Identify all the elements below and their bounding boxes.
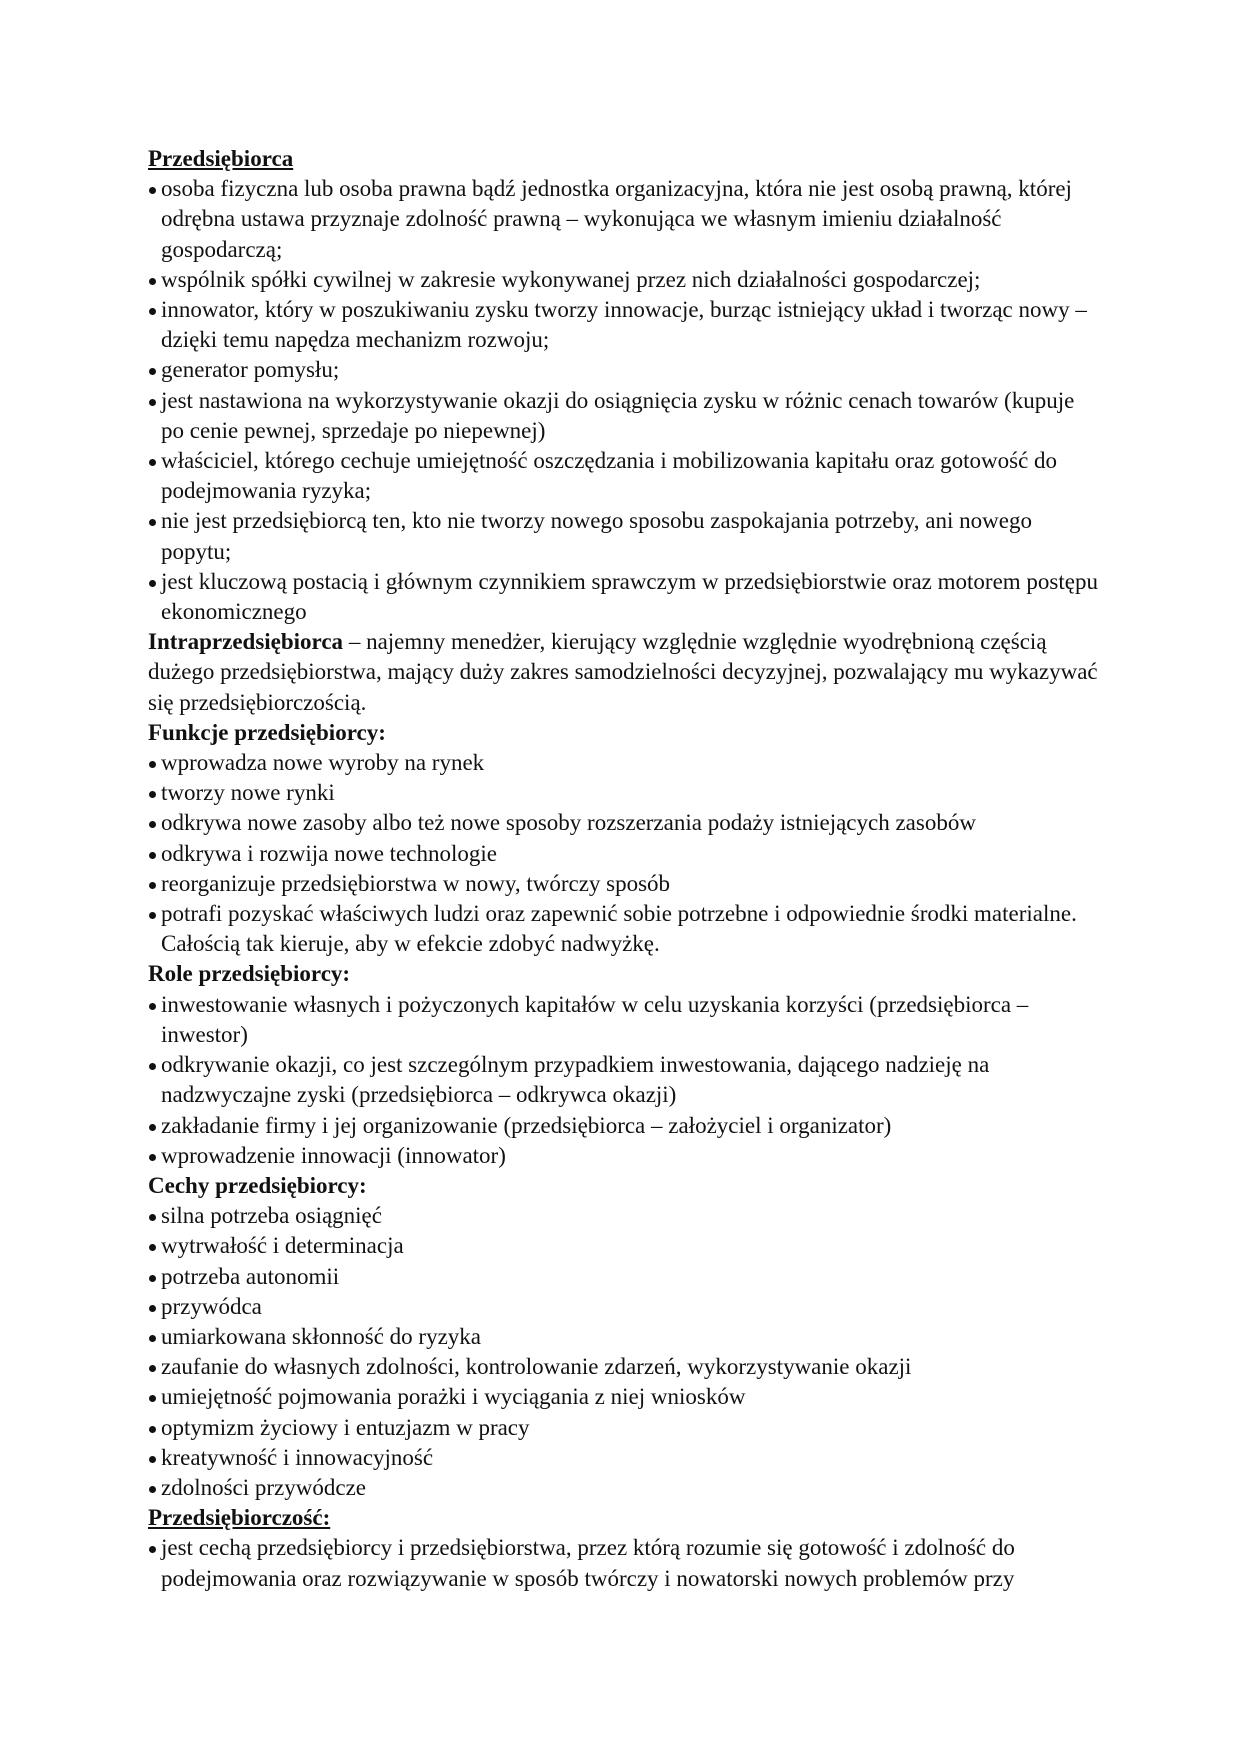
list-item: odkrywa nowe zasoby albo też nowe sposoby rozszerzania podaży istniejących zasobów	[148, 808, 1098, 838]
heading-przedsiebiorczosc: Przedsiębiorczość:	[148, 1505, 331, 1531]
list-item: odkrywa i rozwija nowe technologie	[148, 839, 1098, 869]
list-item: kreatywność i innowacyjność	[148, 1443, 1098, 1473]
heading-przedsiebiorca: Przedsiębiorca	[148, 146, 294, 171]
list-item: wprowadzenie innowacji (innowator)	[148, 1141, 1098, 1171]
list-item: nie jest przedsiębiorcą ten, kto nie tworzy nowego sposobu zaspokajania potrzeby, ani nowego popytu;	[148, 506, 1098, 566]
list-item: jest kluczową postacią i głównym czynnikiem sprawczym w przedsiębiorstwie oraz motorem postępu ekonomicznego	[148, 567, 1098, 627]
list-item: odkrywanie okazji, co jest szczególnym przypadkiem inwestowania, dającego nadzieję na nadzwyczajne zyski (przedsiębiorca – odkrywca okazji)	[148, 1050, 1098, 1110]
list-item: osoba fizyczna lub osoba prawna bądź jednostka organizacyjna, która nie jest osobą prawną, której odrębna ustawa przyznaje zdolność prawną – wykonująca we własnym imieniu działalność gospodarczą;	[148, 174, 1098, 265]
intraprzedsiebiorca-definition: – najemny menedżer, kierujący względnie względnie wyodrębnioną częścią dużego przedsiębiorstwa, mający duży zakres samodzielności decyzyjnej, pozwalający mu wykazywać się przedsiębiorczością.	[148, 629, 1098, 715]
list-item: silna potrzeba osiągnięć	[148, 1201, 1098, 1231]
heading-funkcje: Funkcje przedsiębiorcy:	[148, 719, 386, 745]
list-item: zakładanie firmy i jej organizowanie (przedsiębiorca – założyciel i organizator)	[148, 1111, 1098, 1141]
list-item: zdolności przywódcze	[148, 1473, 1098, 1503]
list-item: optymizm życiowy i entuzjazm w pracy	[148, 1413, 1098, 1443]
list-item: potrafi pozyskać właściwych ludzi oraz zapewnić sobie potrzebne i odpowiednie środki materialne. Całością tak kieruje, aby w efekcie zdobyć nadwyżkę.	[148, 899, 1098, 959]
list-item: tworzy nowe rynki	[148, 778, 1098, 808]
list-item: jest cechą przedsiębiorcy i przedsiębiorstwa, przez którą rozumie się gotowość i zdolność do podejmowania oraz rozwiązywanie w sposób twórczy i nowatorski nowych problemów przy	[148, 1533, 1098, 1593]
intraprzedsiebiorca-term: Intraprzedsiębiorca	[148, 629, 344, 655]
list-item: zaufanie do własnych zdolności, kontrolowanie zdarzeń, wykorzystywanie okazji	[148, 1352, 1098, 1382]
list-item: właściciel, którego cechuje umiejętność oszczędzania i mobilizowania kapitału oraz gotowość do podejmowania ryzyka;	[148, 446, 1098, 506]
list-item: przywódca	[148, 1292, 1098, 1322]
list-item: wytrwałość i determinacja	[148, 1231, 1098, 1261]
list-item: jest nastawiona na wykorzystywanie okazji do osiągnięcia zysku w różnic cenach towarów (kupuje po cenie pewnej, sprzedaje po niepewnej)	[148, 386, 1098, 446]
list-item: potrzeba autonomii	[148, 1262, 1098, 1292]
list-item: umiejętność pojmowania porażki i wyciągania z niej wniosków	[148, 1382, 1098, 1412]
list-item: wprowadza nowe wyroby na rynek	[148, 748, 1098, 778]
list-item: generator pomysłu;	[148, 355, 1098, 385]
heading-cechy: Cechy przedsiębiorcy:	[148, 1172, 367, 1198]
list-item: innowator, który w poszukiwaniu zysku tworzy innowacje, burząc istniejący układ i tworząc nowy – dzięki temu napędza mechanizm rozwoju;	[148, 295, 1098, 355]
list-item: inwestowanie własnych i pożyczonych kapitałów w celu uzyskania korzyści (przedsiębiorca – inwestor)	[148, 990, 1098, 1050]
heading-role: Role przedsiębiorcy:	[148, 961, 351, 987]
list-item: reorganizuje przedsiębiorstwa w nowy, twórczy sposób	[148, 869, 1098, 899]
document-page	[148, 144, 1098, 1594]
list-item: wspólnik spółki cywilnej w zakresie wykonywanej przez nich działalności gospodarczej;	[148, 265, 1098, 295]
intraprzedsiebiorca-paragraph	[148, 627, 1098, 718]
list-item: umiarkowana skłonność do ryzyka	[148, 1322, 1098, 1352]
